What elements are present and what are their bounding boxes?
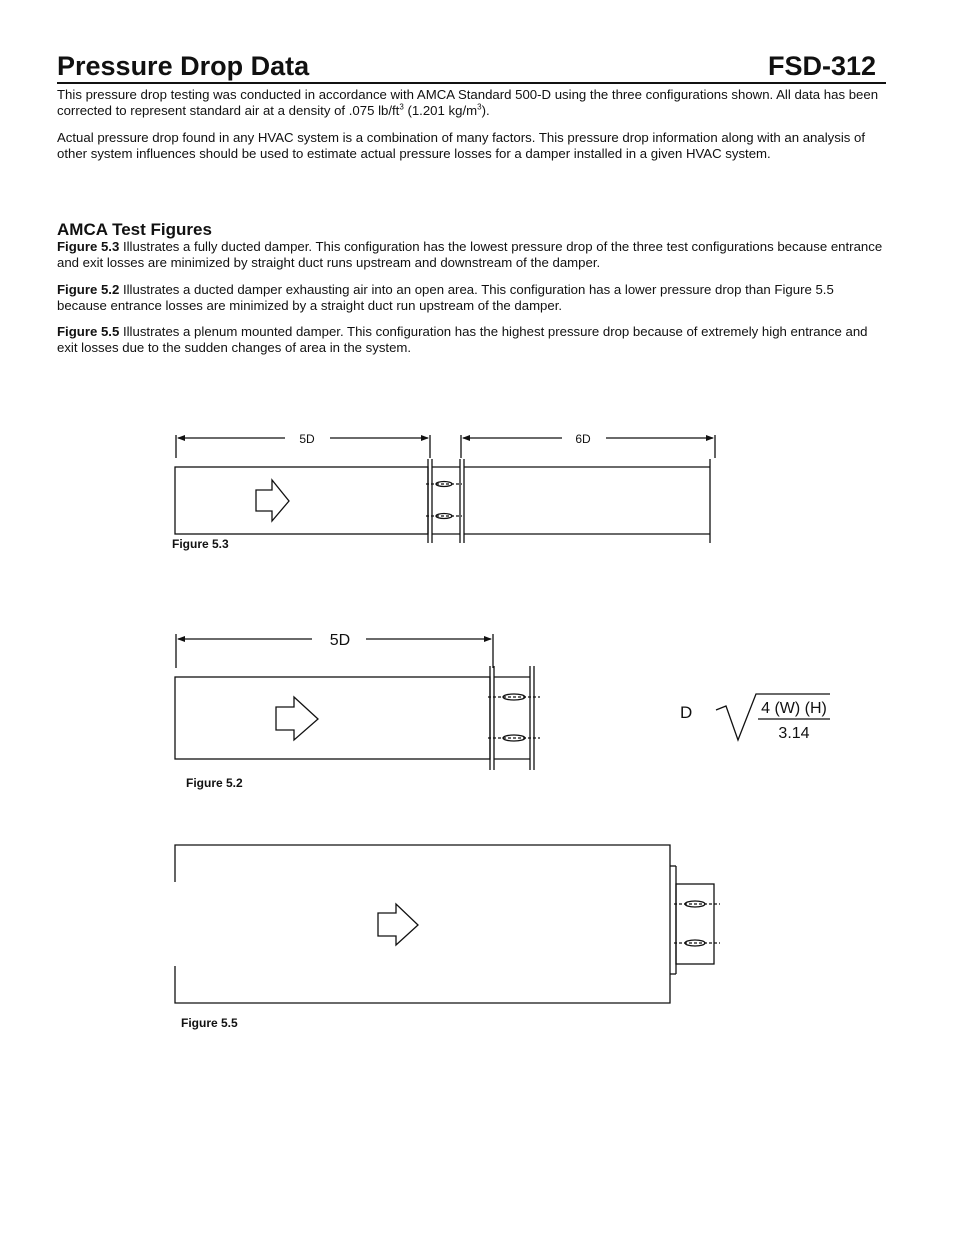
figure-5-3-dim-upstream: 5D	[299, 432, 315, 446]
figure-5-3-caption: Figure 5.3	[172, 537, 229, 551]
page-title: Pressure Drop Data	[57, 51, 310, 81]
figure-5-2-dim-upstream: 5D	[329, 632, 351, 649]
formula-denominator: 3.14	[778, 725, 810, 742]
figure-5-3-diagram	[175, 435, 715, 543]
upstream-duct	[175, 467, 428, 534]
figure-5-3-description: Figure 5.3 Illustrates a fully ducted damper. This configuration has the lowest pressure drop of the three test configurations because entrance and exit losses are minimized by straight duct runs upstream and downstream of the damper.	[57, 239, 883, 270]
figure-5-5-diagram	[175, 845, 720, 1003]
plenum-damper	[676, 884, 714, 964]
figure-5-2-description: Figure 5.2 Illustrates a ducted damper exhausting air into an open area. This configuration has a lower pressure drop than Figure 5.5 because entrance losses are minimized by a straight duct run upstream of the damper.	[57, 282, 834, 313]
airflow-arrow-icon	[276, 697, 318, 740]
airflow-arrow-icon	[378, 904, 418, 945]
upstream-duct	[175, 677, 490, 759]
figure-5-3-dim-downstream: 6D	[575, 432, 591, 446]
formula-numerator: 4 (W) (H)	[761, 700, 827, 717]
figure-5-2-diagram	[175, 634, 540, 770]
section-heading: AMCA Test Figures	[57, 220, 212, 239]
figure-5-2-caption: Figure 5.2	[186, 776, 243, 790]
formula-lhs: D	[680, 703, 693, 722]
model-number: FSD-312	[767, 51, 876, 81]
figure-5-5-description: Figure 5.5 Illustrates a plenum mounted damper. This configuration has the highest pressure drop because of extremely high entrance and exit losses due to the sudden changes of area in the system.	[57, 324, 868, 355]
airflow-arrow-icon	[256, 480, 289, 521]
plenum-box	[175, 845, 670, 1003]
intro-paragraph-1: This pressure drop testing was conducted in accordance with AMCA Standard 500-D using the three configurations shown. All data has been corrected to represent standard air at a density of .075 $lb/ft^3$ (1.201 $kg/m^3$).	[57, 87, 879, 118]
intro-paragraph-2: Actual pressure drop found in any HVAC system is a combination of many factors. This pressure drop information along with an analysis of other system influences should be used to estimate actual pressure losses for a damper installed in a given HVAC system.	[57, 130, 866, 161]
figure-5-5-caption: Figure 5.5	[181, 1016, 238, 1030]
